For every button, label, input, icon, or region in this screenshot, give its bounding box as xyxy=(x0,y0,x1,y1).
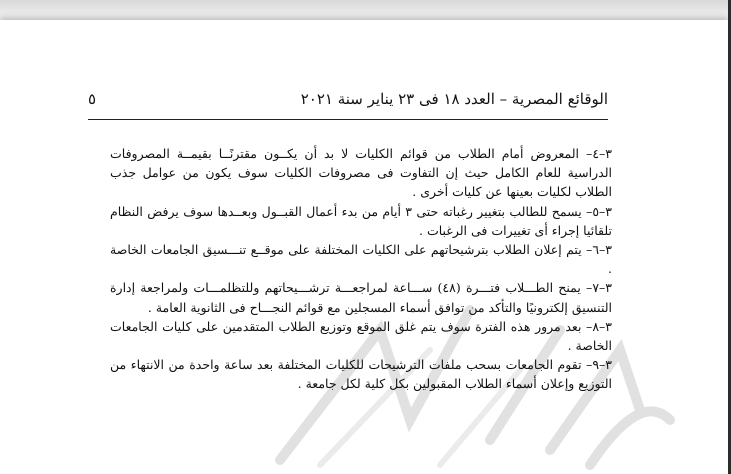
clause-3-4: ٣–٤– المعروض أمام الطلاب من قوائم الكليات لا بد أن يكــون مقترنًــا بقيمــة المصروفات الدراسية للعام الكامل حيث إن التفاوت فى مصروفات الكليات سوف يكون من عوامل جذب الطلاب لكليات بعينها عن كليات أخرى . xyxy=(110,146,612,200)
viewer-top-strip xyxy=(0,0,731,20)
clause-3-8: ٣–٨– بعد مرور هذه الفترة سوف يتم غلق الموقع وتوزيع الطلاب المتقدمين على كليات الجامعات الخاصة . xyxy=(110,318,612,354)
gazette-title: الوقائع المصرية – العدد ١٨ فى ٢٣ يناير سنة ٢٠٢١ xyxy=(300,90,608,108)
page-header xyxy=(88,90,608,116)
document-page xyxy=(0,20,728,474)
clause-3-6: ٣–٦– يتم إعلان الطلاب بترشيحاتهم على الكليات المختلفة على موقــع تنـــسيق الجامعات الخاصة . xyxy=(110,242,612,277)
clause-3-7: ٣–٧– يمنح الطـــلاب فتـــرة (٤٨) ســـاعة لمراجعـــة ترشـــيحاتهم وللتظلمـــات ولمراجعة إدارة التنسيق إلكترونيًا والتأكد من توافق أسماء المسجلين مع قوائم النجـــاح فى الثانوية العامة . xyxy=(110,280,612,315)
page-number: ٥ xyxy=(88,90,97,108)
clause-3-5: ٣–٥– يسمح للطالب بتغيير رغباته حتى ٣ أيام من بدء أعمال القبــول وبعــدها سوف يرفض النظام تلقائيا إجراء أى تغييرات فى الرغبات . xyxy=(110,203,613,238)
header-divider xyxy=(88,119,608,120)
clause-3-9: ٣–٩– تقوم الجامعات بسحب ملفات الترشيحات للكليات المختلفة بعد ساعة واحدة من الانتهاء من التوزيع وإعلان أسماء الطلاب المقبولين بكل كلية لكل جامعة . xyxy=(110,357,612,392)
document-body xyxy=(110,144,612,394)
